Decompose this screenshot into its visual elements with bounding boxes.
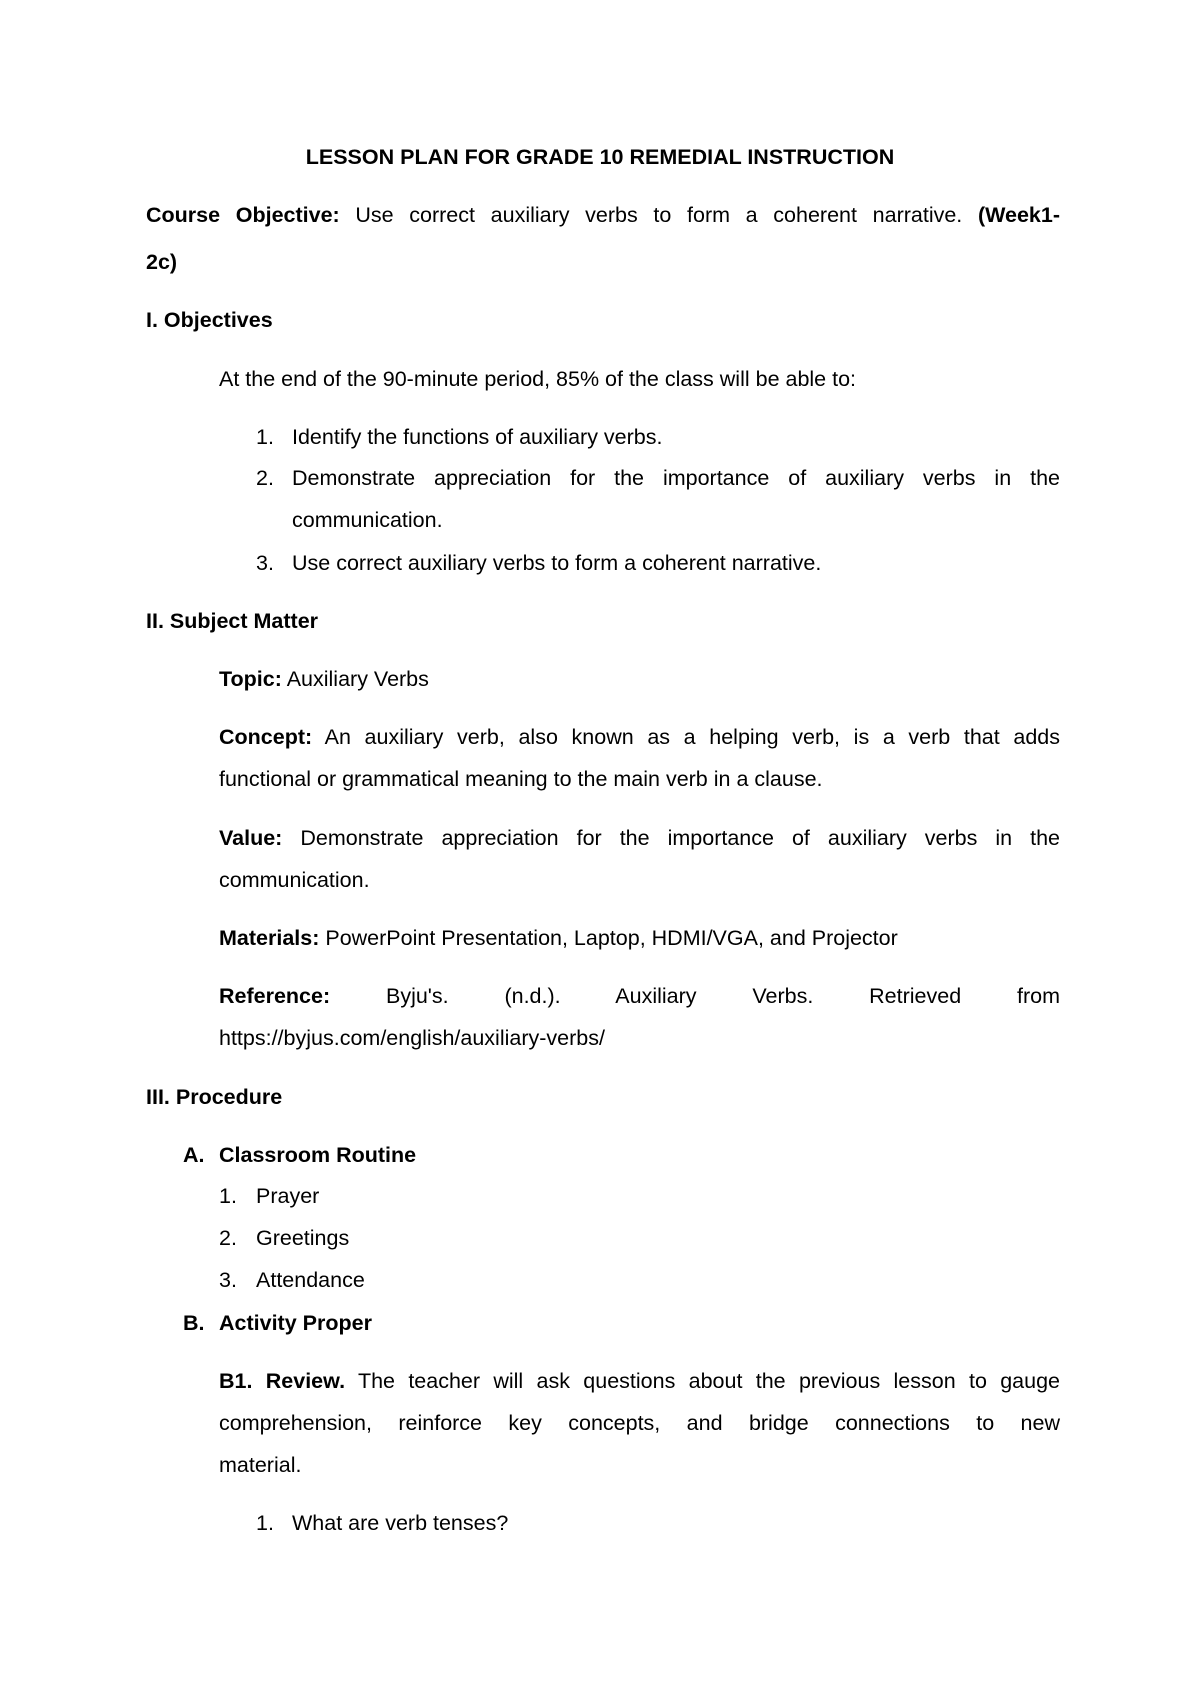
objective-number: 2. [256,466,274,490]
routine-number: 1. [219,1184,237,1208]
concept-line1 [219,725,1060,751]
value-label: Value: [219,826,283,850]
section-letter: A. [183,1143,205,1167]
reference-line1 [219,984,1060,1010]
review-question-number: 1. [256,1511,274,1535]
reference-label: Reference: [219,984,331,1008]
reference-url: https://byjus.com/english/auxiliary-verbs/ [219,1026,605,1050]
review-question: What are verb tenses? [292,1511,509,1535]
routine-item: Greetings [256,1226,350,1250]
course-objective-week: (Week1- [977,203,1061,227]
reference-text: Byju's. (n.d.). Auxiliary Verbs. Retrieved from [330,984,1060,1008]
course-objective-line1 [146,203,1060,229]
routine-item: Attendance [256,1268,365,1292]
materials-text: PowerPoint Presentation, Laptop, HDMI/VGA, and Projector [319,926,898,950]
topic-line [219,667,429,693]
objectives-heading: I. Objectives [146,308,273,332]
objective-number: 3. [256,551,274,575]
concept-line2: functional or grammatical meaning to the main verb in a clause. [219,767,823,791]
procedure-heading: III. Procedure [146,1085,283,1109]
objective-item: Use correct auxiliary verbs to form a coherent narrative. [292,551,822,575]
review-line3: material. [219,1453,302,1477]
review-line2: comprehension, reinforce key concepts, and bridge connections to new [219,1411,1060,1435]
value-line1 [219,826,1060,852]
materials-label: Materials: [219,926,320,950]
concept-label: Concept: [219,725,313,749]
review-line1 [219,1369,1060,1395]
course-objective-text: Use correct auxiliary verbs to form a coherent narrative. [339,203,978,227]
value-text: Demonstrate appreciation for the importance of auxiliary verbs in the [282,826,1060,850]
routine-item: Prayer [256,1184,320,1208]
subject-matter-heading: II. Subject Matter [146,609,319,633]
review-label: B1. Review. [219,1369,346,1393]
routine-number: 3. [219,1268,237,1292]
document-title: LESSON PLAN FOR GRADE 10 REMEDIAL INSTRUCTION [305,145,895,169]
objective-number: 1. [256,425,274,449]
topic-label: Topic: [219,667,282,691]
section-b-heading: Activity Proper [219,1311,372,1335]
objective-item: Demonstrate appreciation for the importance of auxiliary verbs in the [292,466,1060,490]
section-a-heading: Classroom Routine [219,1143,417,1167]
value-line2: communication. [219,868,370,892]
objectives-intro: At the end of the 90-minute period, 85% of the class will be able to: [219,367,857,391]
review-text: The teacher will ask questions about the previous lesson to gauge [345,1369,1061,1393]
course-objective-label: Course Objective: [146,203,340,227]
concept-text: An auxiliary verb, also known as a helping verb, is a verb that adds [312,725,1060,749]
materials-line [219,926,898,952]
objective-item: Identify the functions of auxiliary verbs. [292,425,663,449]
objective-item-cont: communication. [292,508,443,532]
topic-text: Auxiliary Verbs [281,667,429,691]
course-objective-week-cont: 2c) [146,250,178,274]
section-letter: B. [183,1311,205,1335]
routine-number: 2. [219,1226,237,1250]
